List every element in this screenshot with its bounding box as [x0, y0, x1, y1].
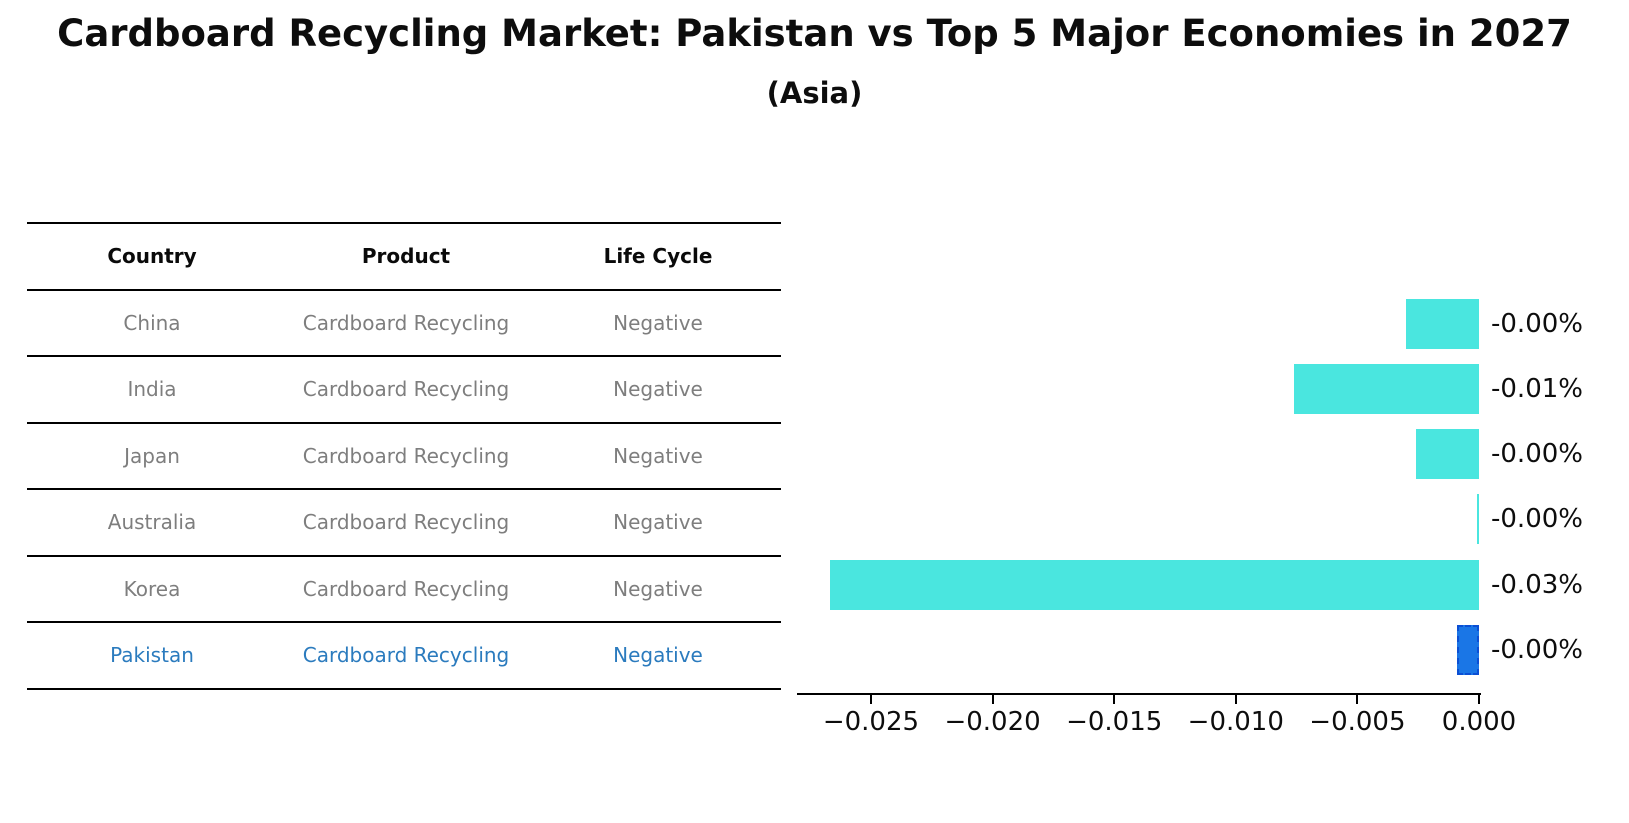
- table-cell-country: Japan: [124, 443, 180, 468]
- bar-pakistan: [1457, 625, 1479, 675]
- chart-subtitle: (Asia): [766, 76, 863, 110]
- table-row-korea: [27, 557, 781, 624]
- table-cell-country: Australia: [107, 510, 197, 535]
- x-axis-tick: [1113, 695, 1115, 704]
- x-axis-tick: [870, 695, 872, 704]
- chart-title: Cardboard Recycling Market: Pakistan vs Top 5 Major Economies in 2027: [57, 12, 1572, 55]
- x-axis-line: [797, 693, 1481, 695]
- table-cell-country: China: [123, 310, 181, 335]
- bar-value-label: -0.00%: [1491, 439, 1583, 470]
- country-table: [27, 222, 781, 690]
- bar-value-label: -0.03%: [1491, 569, 1583, 600]
- x-axis-tick-label: −0.020: [944, 707, 1041, 737]
- x-axis-tick: [1478, 695, 1480, 704]
- table-cell-country: Pakistan: [110, 643, 194, 668]
- table-cell-life-cycle: Negative: [613, 510, 703, 535]
- table-header-cell: Product: [361, 244, 451, 269]
- x-axis-tick-label: −0.025: [822, 707, 920, 737]
- x-axis-tick-label: 0.000: [1441, 707, 1517, 737]
- table-cell-life-cycle: Negative: [613, 643, 703, 668]
- table-cell-product: Cardboard Recycling: [302, 643, 510, 668]
- bar-india: [1294, 364, 1479, 414]
- table-cell-product: Cardboard Recycling: [302, 576, 510, 601]
- table-cell-product: Cardboard Recycling: [302, 377, 510, 402]
- bar-value-label: -0.00%: [1491, 504, 1583, 535]
- bar-value-label: -0.00%: [1491, 635, 1583, 665]
- table-row-japan: [27, 424, 781, 491]
- bar-china: [1406, 299, 1479, 349]
- table-header-cell: Life Cycle: [603, 244, 713, 269]
- table-row-australia: [27, 490, 781, 557]
- bar-australia: [1477, 494, 1479, 544]
- x-axis-tick-label: −0.010: [1187, 707, 1284, 737]
- bar-japan: [1416, 429, 1479, 479]
- table-cell-product: Cardboard Recycling: [302, 310, 510, 335]
- table-row-pakistan: [27, 623, 781, 690]
- table-cell-life-cycle: Negative: [613, 377, 703, 402]
- table-cell-product: Cardboard Recycling: [302, 510, 510, 535]
- bar-value-label: -0.00%: [1491, 308, 1583, 339]
- table-cell-country: Korea: [123, 576, 181, 601]
- table-cell-product: Cardboard Recycling: [302, 443, 510, 468]
- x-axis-tick-label: −0.005: [1309, 707, 1406, 737]
- table-cell-life-cycle: Negative: [613, 310, 703, 335]
- bar-value-label: -0.01%: [1491, 373, 1583, 404]
- table-header-cell: Country: [107, 244, 197, 269]
- x-axis-tick: [1235, 695, 1237, 704]
- x-axis-tick: [1356, 695, 1358, 704]
- table-cell-country: India: [127, 377, 177, 402]
- table-cell-life-cycle: Negative: [613, 443, 703, 468]
- table-row-china: [27, 291, 781, 358]
- bar-korea: [830, 560, 1479, 610]
- table-header-row: [27, 224, 781, 291]
- x-axis-tick-label: −0.015: [1066, 707, 1163, 737]
- x-axis-tick: [992, 695, 994, 704]
- table-row-india: [27, 357, 781, 424]
- table-body: [27, 291, 781, 690]
- table-cell-life-cycle: Negative: [613, 576, 703, 601]
